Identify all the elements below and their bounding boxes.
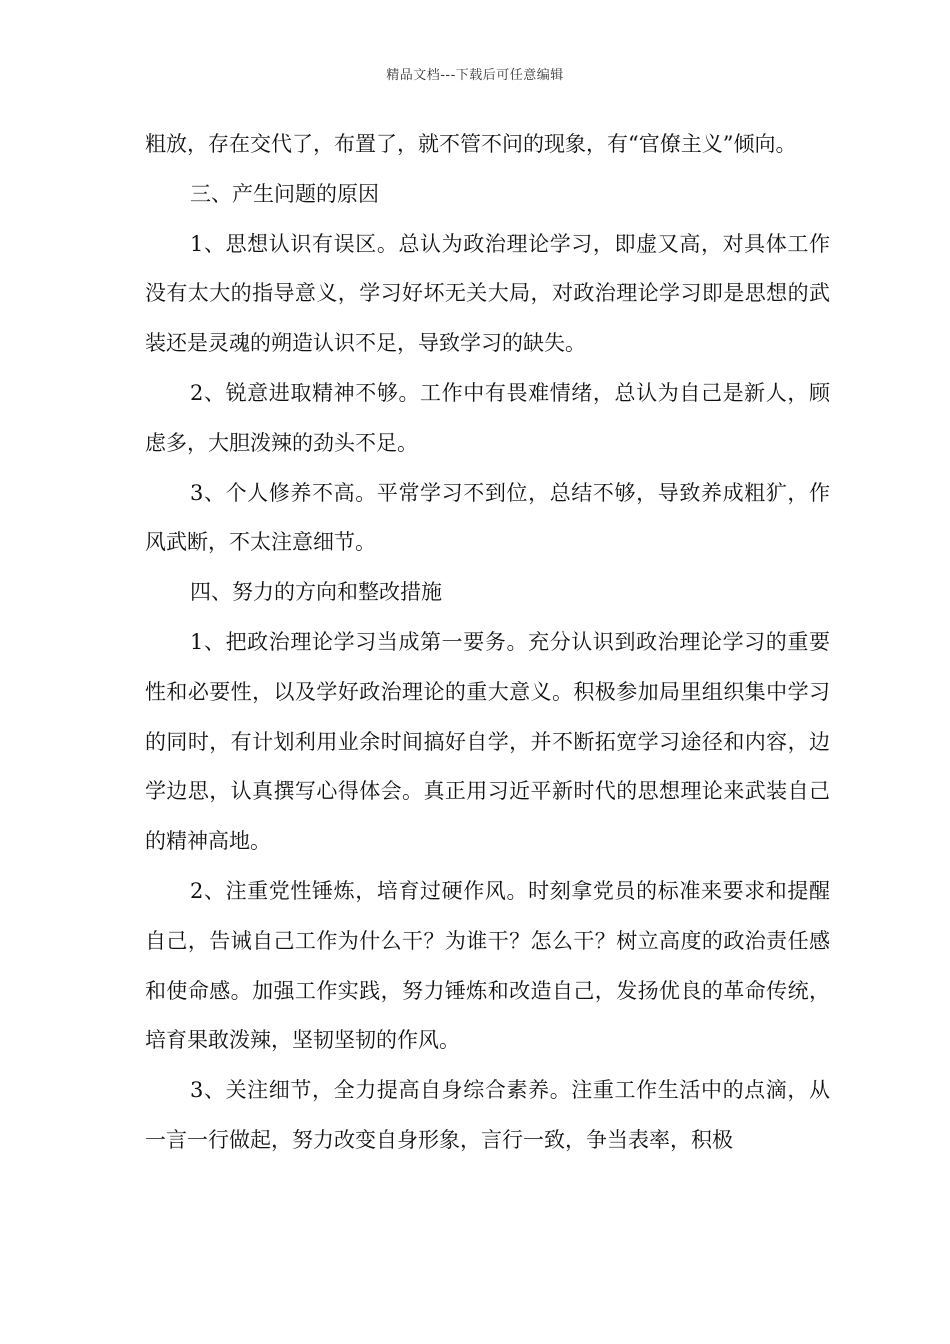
paragraph-measure-1: 1、把政治理论学习当成第一要务。充分认识到政治理论学习的重要性和必要性，以及学好政治理论的重大意义。积极参加局里组织集中学习的同时，有计划利用业余时间搞好自学，并不断拓宽学习途径和内容，边学边思，认真撰写心得体会。真正用习近平新时代的思想理论来武装自己的精神高地。 <box>145 629 830 854</box>
paragraph-cause-3: 3、个人修养不高。平常学习不到位，总结不够，导致养成粗犷，作风武断，不太注意细节。 <box>145 480 830 555</box>
section-heading-3: 三、产生问题的原因 <box>190 181 379 206</box>
section-heading-4: 四、努力的方向和整改措施 <box>190 580 442 605</box>
paragraph-measure-2: 2、注重党性锤炼，培育过硬作风。时刻拿党员的标准来要求和提醒自己，告诫自己工作为什么干？为谁干？怎么干？树立高度的政治责任感和使命感。加强工作实践，努力锤炼和改造自己，发扬优良的革命传统，培育果敢泼辣，坚韧坚韧的作风。 <box>145 878 830 1053</box>
document-body <box>145 120 830 1166</box>
paragraph-cause-1: 1、思想认识有误区。总认为政治理论学习，即虚又高，对具体工作没有太大的指导意义，学习好坏无关大局，对政治理论学习即是思想的武装还是灵魂的朔造认识不足，导致学习的缺失。 <box>145 231 830 356</box>
paragraph-measure-3: 3、关注细节，全力提高自身综合素养。注重工作生活中的点滴，从一言一行做起，努力改变自身形象，言行一致，争当表率，积极 <box>145 1078 830 1152</box>
page-header: 精品文档---下载后可任意编辑 <box>386 68 564 83</box>
paragraph-cause-2: 2、锐意进取精神不够。工作中有畏难情绪，总认为自己是新人，顾虑多，大胆泼辣的劲头不足。 <box>145 380 830 455</box>
paragraph-continuation: 粗放，存在交代了，布置了，就不管不问的现象，有“官僚主义”倾向。 <box>145 132 797 156</box>
